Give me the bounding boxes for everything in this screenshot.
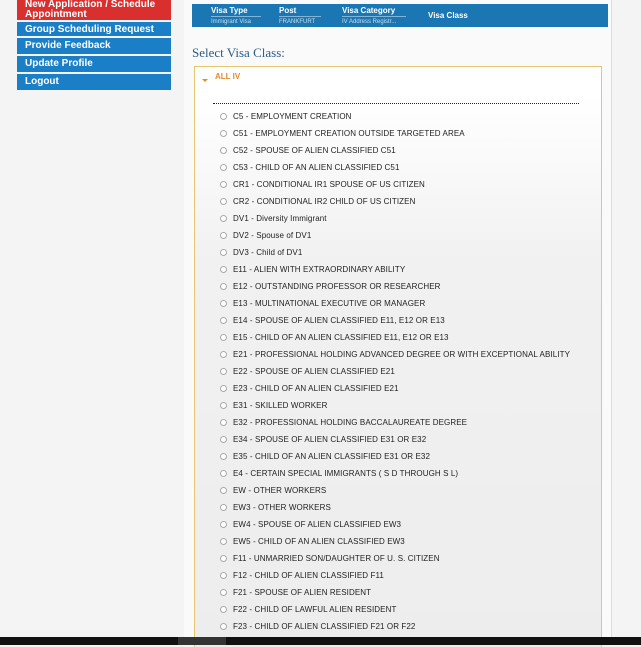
visa-class-option-label: E35 - CHILD OF AN ALIEN CLASSIFIED E31 OR E32 bbox=[233, 452, 431, 461]
visa-class-option-label: EW4 - SPOUSE OF ALIEN CLASSIFIED EW3 bbox=[233, 520, 402, 529]
visa-class-option[interactable] bbox=[220, 448, 570, 465]
visa-class-option-label: E12 - OUTSTANDING PROFESSOR OR RESEARCHER bbox=[233, 282, 441, 291]
breadcrumb-step-label: Visa Type bbox=[211, 6, 248, 15]
visa-class-option-label: E32 - PROFESSIONAL HOLDING BACCALAUREATE DEGREE bbox=[233, 418, 468, 427]
radio-button[interactable] bbox=[220, 419, 227, 426]
visa-class-option[interactable] bbox=[220, 601, 570, 618]
visa-class-option-label: E23 - CHILD OF AN ALIEN CLASSIFIED E21 bbox=[233, 384, 399, 393]
radio-button[interactable] bbox=[220, 368, 227, 375]
visa-class-option[interactable] bbox=[220, 482, 570, 499]
visa-class-option-label: F22 - CHILD OF LAWFUL ALIEN RESIDENT bbox=[233, 605, 397, 614]
visa-class-option-label: E14 - SPOUSE OF ALIEN CLASSIFIED E11, E12 OR E13 bbox=[233, 316, 445, 325]
visa-class-option[interactable] bbox=[220, 618, 570, 635]
visa-class-option-label: E34 - SPOUSE OF ALIEN CLASSIFIED E31 OR E32 bbox=[233, 435, 427, 444]
radio-button[interactable] bbox=[220, 589, 227, 596]
visa-class-option[interactable] bbox=[220, 533, 570, 550]
visa-class-option[interactable] bbox=[220, 465, 570, 482]
visa-class-option-label: EW3 - OTHER WORKERS bbox=[233, 503, 331, 512]
radio-button[interactable] bbox=[220, 113, 227, 120]
visa-class-option[interactable] bbox=[220, 278, 570, 295]
visa-class-option[interactable] bbox=[220, 584, 570, 601]
visa-class-option-label: DV1 - Diversity Immigrant bbox=[233, 214, 327, 223]
radio-button[interactable] bbox=[220, 402, 227, 409]
radio-button[interactable] bbox=[220, 317, 227, 324]
radio-button[interactable] bbox=[220, 181, 227, 188]
radio-button[interactable] bbox=[220, 436, 227, 443]
visa-class-options bbox=[220, 108, 570, 635]
visa-class-option-label: E31 - SKILLED WORKER bbox=[233, 401, 328, 410]
radio-button[interactable] bbox=[220, 232, 227, 239]
visa-class-option[interactable] bbox=[220, 363, 570, 380]
breadcrumb-step-value: FRANKFURT bbox=[279, 16, 321, 26]
visa-class-option-label: F11 - UNMARRIED SON/DAUGHTER OF U. S. CITIZEN bbox=[233, 554, 440, 563]
nav-group-scheduling[interactable]: Group Scheduling Request bbox=[17, 22, 171, 36]
nav-new-application[interactable]: New Application / Schedule Appointment bbox=[17, 0, 171, 20]
breadcrumb-step-visa-class bbox=[428, 6, 468, 20]
accordion-body bbox=[195, 95, 601, 647]
radio-button[interactable] bbox=[220, 606, 227, 613]
radio-button[interactable] bbox=[220, 300, 227, 307]
breadcrumb bbox=[192, 4, 608, 27]
visa-class-option-label: E15 - CHILD OF AN ALIEN CLASSIFIED E11, E12 OR E13 bbox=[233, 333, 449, 342]
visa-class-option-label: EW - OTHER WORKERS bbox=[233, 486, 327, 495]
radio-button[interactable] bbox=[220, 147, 227, 154]
visa-class-option[interactable] bbox=[220, 142, 570, 159]
radio-button[interactable] bbox=[220, 504, 227, 511]
breadcrumb-step-label: Post bbox=[279, 6, 297, 15]
visa-class-option[interactable] bbox=[220, 516, 570, 533]
visa-class-option[interactable] bbox=[220, 210, 570, 227]
visa-class-option-label: F21 - SPOUSE OF ALIEN RESIDENT bbox=[233, 588, 372, 597]
nav-provide-feedback[interactable]: Provide Feedback bbox=[17, 38, 171, 54]
radio-button[interactable] bbox=[220, 334, 227, 341]
radio-button[interactable] bbox=[220, 572, 227, 579]
visa-class-option[interactable] bbox=[220, 295, 570, 312]
visa-class-option-label: F23 - CHILD OF ALIEN CLASSIFIED F21 OR F22 bbox=[233, 622, 416, 631]
visa-class-option[interactable] bbox=[220, 380, 570, 397]
visa-class-option[interactable] bbox=[220, 499, 570, 516]
visa-class-option[interactable] bbox=[220, 193, 570, 210]
visa-class-option-label: C5 - EMPLOYMENT CREATION bbox=[233, 112, 352, 121]
radio-button[interactable] bbox=[220, 623, 227, 630]
visa-class-option[interactable] bbox=[220, 125, 570, 142]
nav-logout[interactable]: Logout bbox=[17, 74, 171, 90]
accordion-title: ALL IV bbox=[215, 72, 241, 81]
radio-button[interactable] bbox=[220, 470, 227, 477]
visa-class-option-label: EW5 - CHILD OF AN ALIEN CLASSIFIED EW3 bbox=[233, 537, 405, 546]
visa-class-option-label: E4 - CERTAIN SPECIAL IMMIGRANTS ( S D THROUGH S L) bbox=[233, 469, 459, 478]
accordion-header[interactable] bbox=[195, 67, 601, 95]
radio-button[interactable] bbox=[220, 351, 227, 358]
visa-class-option[interactable] bbox=[220, 312, 570, 329]
visa-class-option-label: E21 - PROFESSIONAL HOLDING ADVANCED DEGREE OR WITH EXCEPTIONAL ABILITY bbox=[233, 350, 570, 359]
radio-button[interactable] bbox=[220, 487, 227, 494]
visa-class-option[interactable] bbox=[220, 414, 570, 431]
visa-class-option-label: C52 - SPOUSE OF ALIEN CLASSIFIED C51 bbox=[233, 146, 396, 155]
visa-class-option[interactable] bbox=[220, 261, 570, 278]
visa-class-option-label: CR1 - CONDITIONAL IR1 SPOUSE OF US CITIZEN bbox=[233, 180, 425, 189]
visa-class-option[interactable] bbox=[220, 108, 570, 125]
visa-class-option[interactable] bbox=[220, 329, 570, 346]
visa-class-option-label: DV3 - Child of DV1 bbox=[233, 248, 303, 257]
breadcrumb-step-visa-category[interactable] bbox=[342, 6, 406, 26]
visa-class-option[interactable] bbox=[220, 346, 570, 363]
left-navigation bbox=[17, 0, 171, 92]
breadcrumb-step-value: IV Address Registr... bbox=[342, 16, 406, 26]
visa-class-option-label: DV2 - Spouse of DV1 bbox=[233, 231, 312, 240]
radio-button[interactable] bbox=[220, 283, 227, 290]
scrollbar-thumb[interactable] bbox=[178, 637, 226, 645]
section-title: Select Visa Class: bbox=[192, 45, 285, 60]
visa-class-option[interactable] bbox=[220, 244, 570, 261]
breadcrumb-step-post[interactable] bbox=[279, 6, 321, 26]
divider bbox=[213, 103, 579, 104]
radio-button[interactable] bbox=[220, 538, 227, 545]
breadcrumb-step-value: Immigrant Visa bbox=[211, 16, 261, 26]
caret-down-icon bbox=[202, 79, 208, 82]
main-panel bbox=[184, 0, 612, 637]
visa-class-option-label: C53 - CHILD OF AN ALIEN CLASSIFIED C51 bbox=[233, 163, 400, 172]
visa-class-option[interactable] bbox=[220, 397, 570, 414]
radio-button[interactable] bbox=[220, 215, 227, 222]
visa-class-accordion bbox=[194, 66, 602, 647]
radio-button[interactable] bbox=[220, 249, 227, 256]
horizontal-scrollbar[interactable] bbox=[0, 637, 641, 645]
visa-class-option-label: F12 - CHILD OF ALIEN CLASSIFIED F11 bbox=[233, 571, 384, 580]
radio-button[interactable] bbox=[220, 164, 227, 171]
visa-class-option[interactable] bbox=[220, 176, 570, 193]
visa-class-option-label: E13 - MULTINATIONAL EXECUTIVE OR MANAGER bbox=[233, 299, 426, 308]
visa-class-option-label: CR2 - CONDITIONAL IR2 CHILD OF US CITIZEN bbox=[233, 197, 416, 206]
radio-button[interactable] bbox=[220, 385, 227, 392]
radio-button[interactable] bbox=[220, 266, 227, 273]
visa-class-option[interactable] bbox=[220, 550, 570, 567]
radio-button[interactable] bbox=[220, 521, 227, 528]
visa-class-option-label: E11 - ALIEN WITH EXTRAORDINARY ABILITY bbox=[233, 265, 406, 274]
visa-class-option[interactable] bbox=[220, 227, 570, 244]
breadcrumb-step-label: Visa Category bbox=[342, 6, 396, 15]
nav-update-profile[interactable]: Update Profile bbox=[17, 56, 171, 72]
breadcrumb-step-visa-type[interactable] bbox=[211, 6, 261, 26]
visa-class-option[interactable] bbox=[220, 567, 570, 584]
radio-button[interactable] bbox=[220, 130, 227, 137]
breadcrumb-step-label: Visa Class bbox=[428, 11, 468, 20]
visa-class-option-label: E22 - SPOUSE OF ALIEN CLASSIFIED E21 bbox=[233, 367, 395, 376]
visa-class-option[interactable] bbox=[220, 431, 570, 448]
radio-button[interactable] bbox=[220, 198, 227, 205]
visa-class-option-label: C51 - EMPLOYMENT CREATION OUTSIDE TARGETED AREA bbox=[233, 129, 465, 138]
visa-class-option[interactable] bbox=[220, 159, 570, 176]
radio-button[interactable] bbox=[220, 453, 227, 460]
radio-button[interactable] bbox=[220, 555, 227, 562]
